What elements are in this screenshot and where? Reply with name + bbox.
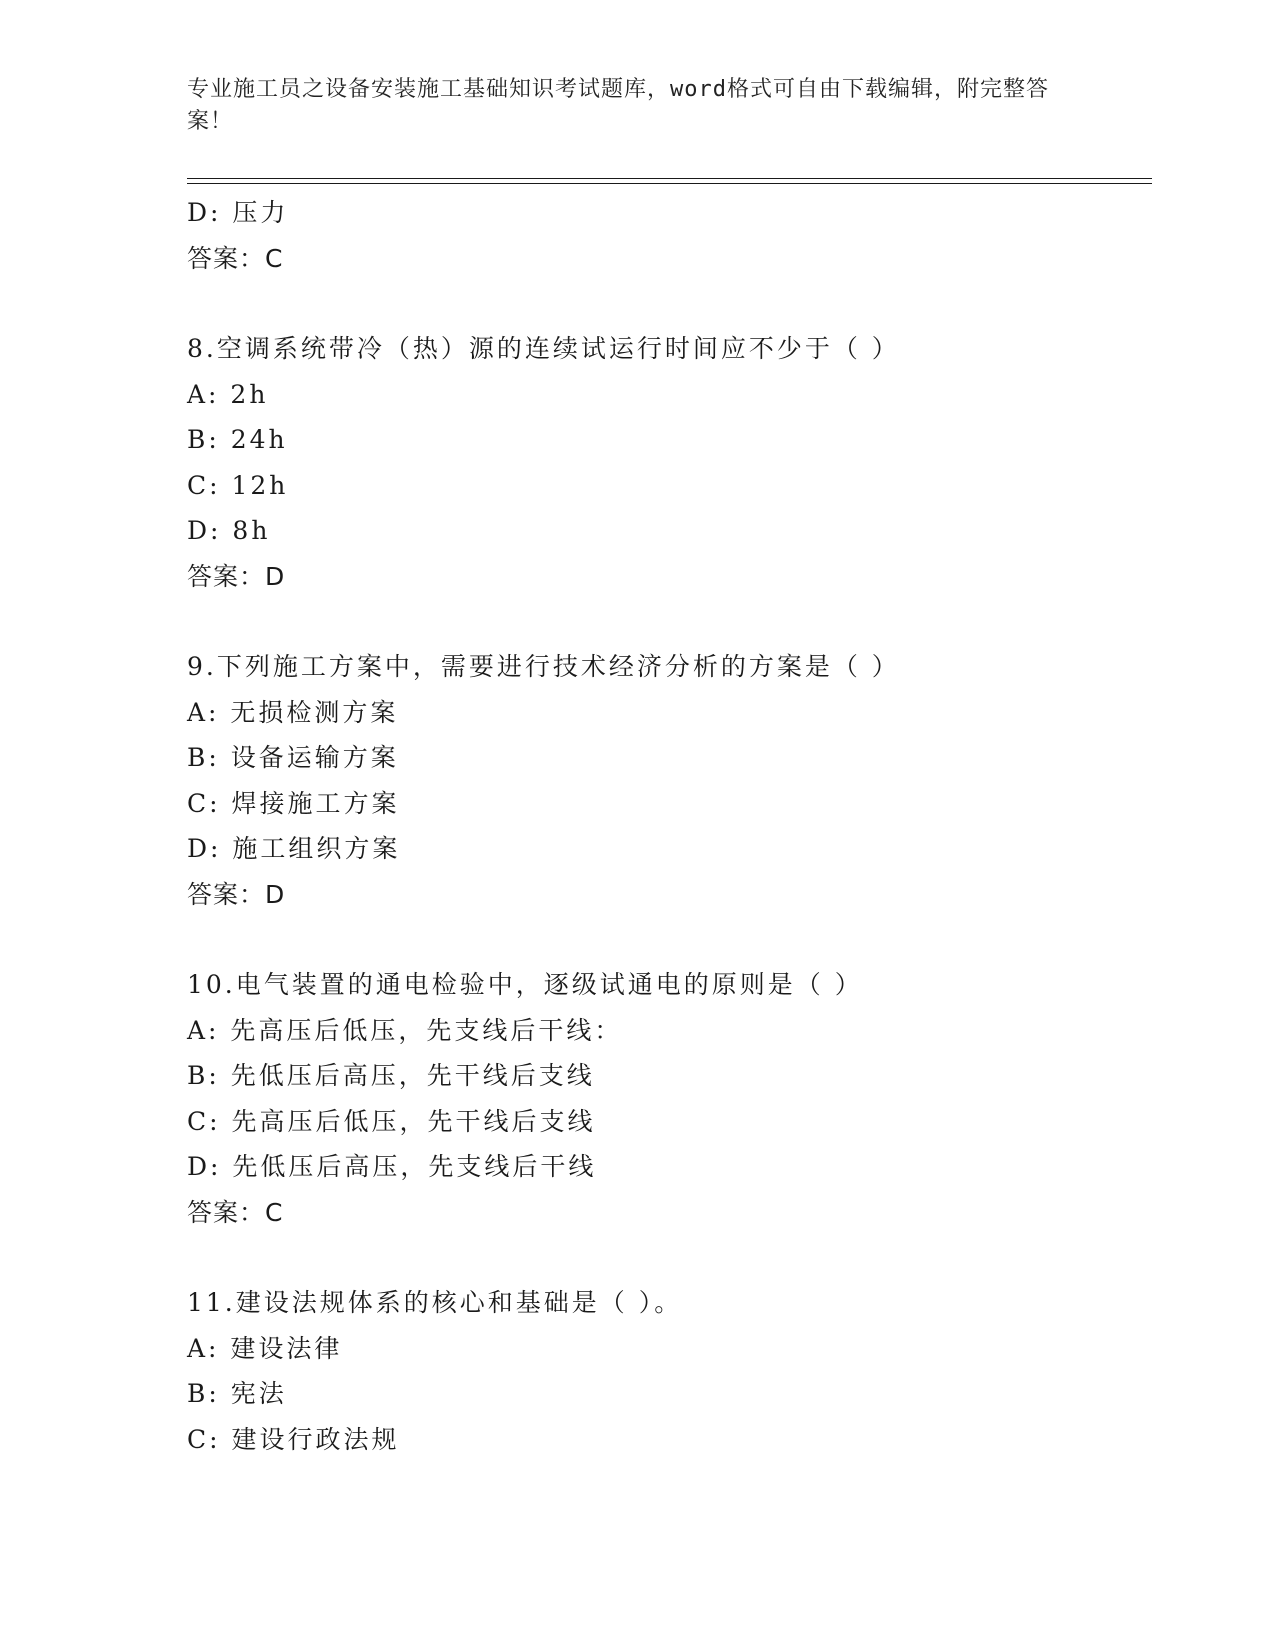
option-b: B: 设备运输方案 bbox=[187, 743, 399, 772]
option-a: A: 无损检测方案 bbox=[187, 697, 399, 727]
question-10 bbox=[187, 962, 1152, 1235]
option-a: A: 2h bbox=[187, 379, 269, 409]
question-8 bbox=[187, 326, 1152, 599]
question-stem: 10.电气装置的通电检验中，逐级试通电的原则是（ ） bbox=[187, 970, 863, 999]
question-stem: 9.下列施工方案中，需要进行技术经济分析的方案是（ ） bbox=[187, 652, 900, 681]
spacer bbox=[187, 1235, 1152, 1280]
document-header: 专业施工员之设备安装施工基础知识考试题库，word格式可自由下载编辑，附完整答案！ bbox=[187, 77, 1049, 134]
option-a: A: 建设法律 bbox=[187, 1333, 343, 1363]
question-stem: 8.空调系统带冷（热）源的连续试运行时间应不少于（ ） bbox=[187, 334, 900, 363]
option-d: D: 先低压后高压，先支线后干线 bbox=[187, 1152, 597, 1181]
option-d: D: 压力 bbox=[187, 198, 289, 227]
question-stem: 11.建设法规体系的核心和基础是（ ）。 bbox=[187, 1288, 683, 1317]
question-list bbox=[187, 190, 1152, 1462]
answer-line: 答案：D bbox=[187, 561, 286, 591]
option-b: B: 24h bbox=[187, 425, 288, 454]
option-c: C: 12h bbox=[187, 470, 289, 500]
option-b: B: 先低压后高压，先干线后支线 bbox=[187, 1061, 595, 1090]
spacer bbox=[187, 281, 1152, 326]
spacer bbox=[187, 917, 1152, 962]
option-c: C: 先高压后低压，先干线后支线 bbox=[187, 1106, 596, 1136]
answer-line: 答案：C bbox=[187, 1197, 284, 1227]
question-9 bbox=[187, 644, 1152, 917]
question-11 bbox=[187, 1280, 1152, 1462]
question-7-tail bbox=[187, 190, 1152, 281]
option-c: C: 焊接施工方案 bbox=[187, 788, 400, 818]
answer-line: 答案：D bbox=[187, 879, 286, 909]
header-rule-bottom bbox=[187, 183, 1152, 184]
option-d: D: 8h bbox=[187, 516, 271, 545]
header-rule-top bbox=[187, 178, 1152, 179]
option-c: C: 建设行政法规 bbox=[187, 1424, 400, 1454]
option-a: A: 先高压后低压，先支线后干线： bbox=[187, 1015, 623, 1045]
answer-line: 答案：C bbox=[187, 243, 284, 273]
spacer bbox=[187, 599, 1152, 644]
option-d: D: 施工组织方案 bbox=[187, 834, 401, 863]
option-b: B: 宪法 bbox=[187, 1379, 287, 1408]
